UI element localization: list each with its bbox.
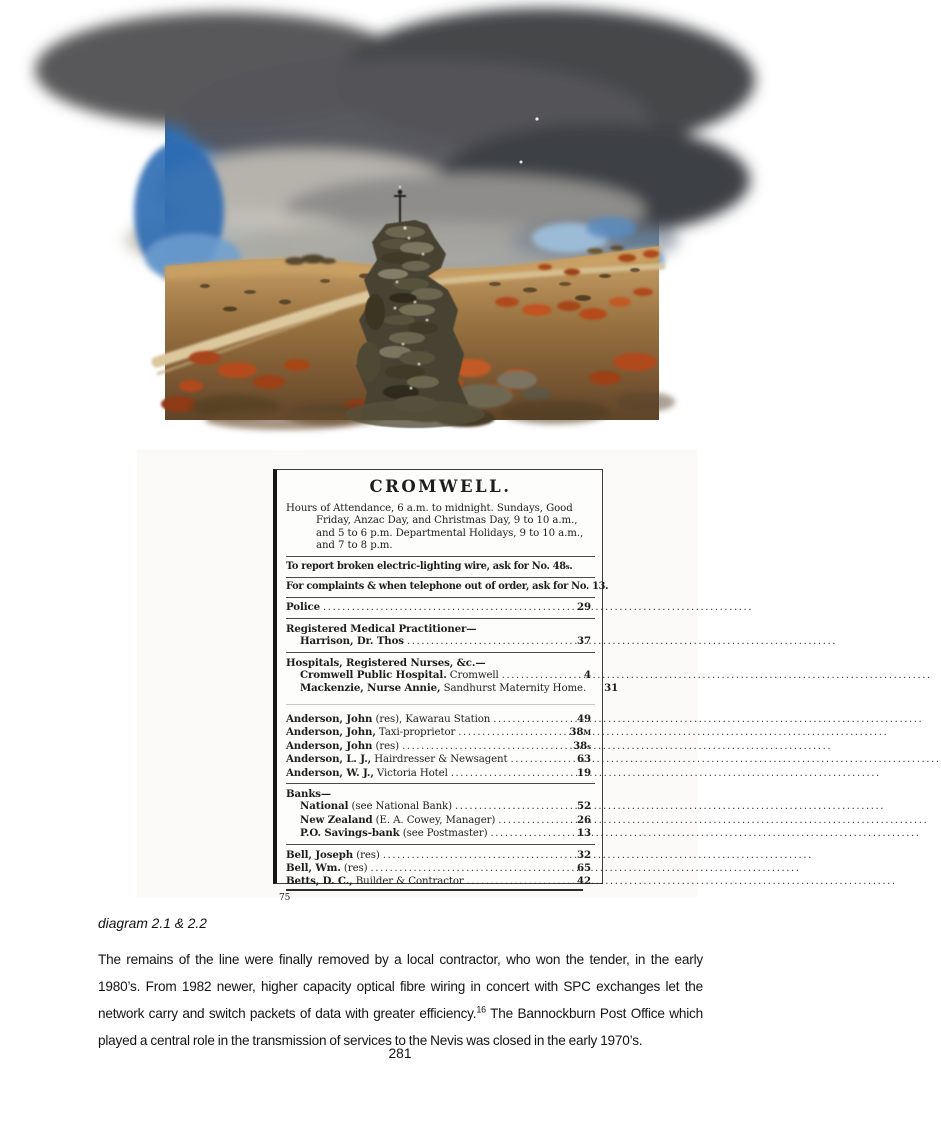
directory-row-police: Police ..... 29 [286, 601, 595, 614]
directory-footer [279, 889, 595, 916]
footnote-marker: 16 [476, 1004, 486, 1015]
divider [286, 844, 595, 845]
notice-electric: To report broken electric-lighting wire, ask for No. 48s. [286, 560, 573, 572]
body-line: played a central role in the transmission of services to the Nevis was closed in the early 1970’s. [98, 1033, 643, 1048]
body-line: 1980’s. From 1982 newer, higher capacity optical fibre wiring in concert with SPC exchanges let the [98, 979, 703, 994]
scan-page-number: 75 [279, 892, 291, 903]
notice-complaints: For complaints & when telephone out of order, ask for No. 13. [286, 581, 609, 593]
divider [286, 704, 595, 705]
directory-row: Bell, Joseph (res) ..... 32 [286, 849, 595, 862]
directory-row: Anderson, John (res), Kawarau Station ..... 49 [286, 713, 595, 726]
directory-row: Mackenzie, Nurse Annie, Sandhurst Maternity Home. 31 [300, 682, 619, 695]
sky-speck [535, 117, 538, 120]
section-heading-banks: Banks— [286, 787, 332, 800]
directory-row: Anderson, L. J., Hairdresser & Newsagent ..... 63 [286, 753, 595, 766]
directory-row: Anderson, John, Taxi-proprietor ..... 38 M [286, 726, 595, 739]
divider [286, 597, 595, 598]
photo-figure [165, 62, 659, 420]
directory-row: P.O. Savings-bank (see Postmaster) ..... 13 [286, 827, 595, 840]
divider [286, 556, 595, 557]
hours-line: and 5 to 6 p.m. Departmental Holidays, 9 to 10 a.m., [316, 527, 584, 539]
directory-row: National (see National Bank) ..... 52 [286, 800, 595, 813]
bottom-rule [286, 889, 583, 891]
directory-box [273, 469, 619, 903]
directory-row: Anderson, W. J., Victoria Hotel ..... 19 [286, 767, 595, 780]
directory-row: Harrison, Dr. Thos ..... 37 [286, 635, 595, 648]
directory-row: Anderson, John (res) ..... 38 s [286, 740, 595, 753]
body-line: network carry and switch packets of data with greater efficiency.$^{16}$ The Bannockburn Post Office which [98, 1004, 703, 1021]
directory-row: Betts, D. C., Builder & Contractor ..... 42 [286, 875, 595, 888]
figure-caption: diagram 2.1 & 2.2 [98, 916, 207, 931]
body-line: The remains of the line were finally removed by a local contractor, who won the tender, in the early [98, 952, 703, 967]
page-number: 281 [388, 1046, 412, 1061]
directory-title: CROMWELL. [369, 477, 512, 496]
divider [286, 618, 595, 619]
divider [286, 577, 595, 578]
hours-line: and 7 to 8 p.m. [316, 540, 393, 552]
divider [286, 652, 595, 653]
directory-row: New Zealand (E. A. Cowey, Manager) ..... 26 [286, 814, 595, 827]
divider [286, 783, 595, 784]
directory-scan [137, 450, 697, 903]
sky-speck [520, 161, 523, 164]
section-heading-hospitals: Hospitals, Registered Nurses, &c.— [286, 656, 486, 669]
directory-row: Cromwell Public Hospital. Cromwell ..... 4 [286, 669, 595, 682]
hours-line: Hours of Attendance, 6 a.m. to midnight. Sundays, Good [286, 503, 573, 514]
body-paragraph [98, 946, 703, 1054]
hours-line: Friday, Anzac Day, and Christmas Day, 9 to 10 a.m., [316, 515, 578, 527]
section-heading-medical: Registered Medical Practitioner— [286, 622, 477, 635]
cairn-photo [165, 62, 659, 420]
directory-row: Bell, Wm. (res) ..... 65 [286, 862, 595, 875]
